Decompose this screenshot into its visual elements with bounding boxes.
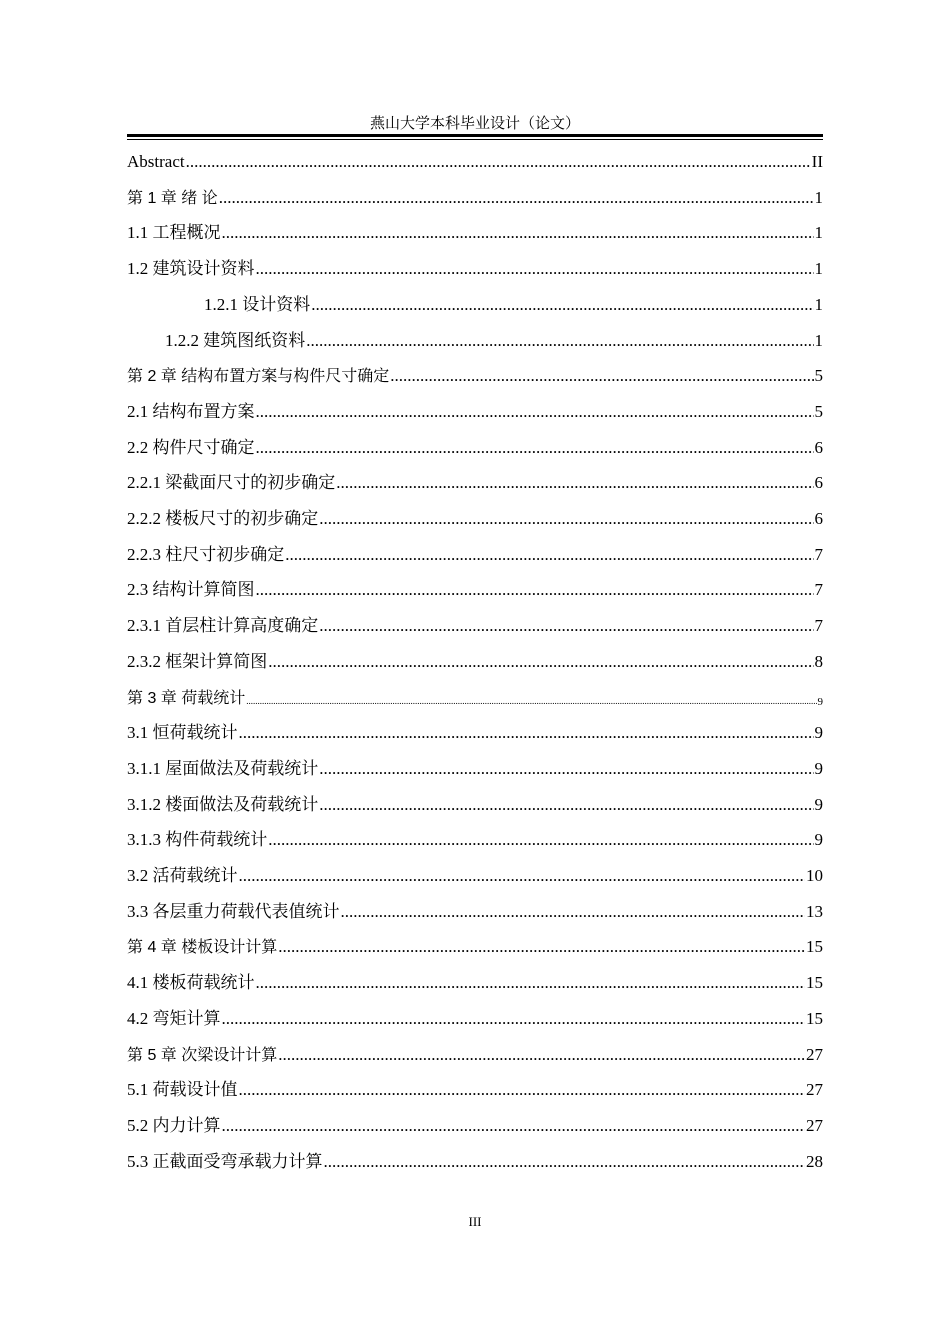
toc-entry-page: 1 xyxy=(814,187,823,207)
header-rule-thin xyxy=(127,139,823,140)
toc-entry-page: 9 xyxy=(814,723,823,743)
toc-entry-title: 4.1 楼板荷载统计 xyxy=(127,973,255,993)
toc-dot-leader xyxy=(268,830,813,850)
toc-dot-leader xyxy=(319,759,813,779)
toc-entry-title: 2.2.2 楼板尺寸的初步确定 xyxy=(127,509,319,528)
toc-entry-title: 第 1 章 绪 论 xyxy=(127,189,218,207)
toc-entry[interactable] xyxy=(127,606,823,636)
toc-entry-page: 1 xyxy=(814,259,823,279)
page-number: III xyxy=(468,1214,482,1229)
toc-entry-title: 3.1.2 楼面做法及荷载统计 xyxy=(127,794,319,814)
toc-entry-title: 1.1 工程概况 xyxy=(127,223,221,243)
toc-dot-leader xyxy=(186,152,811,172)
toc-entry-page: 27 xyxy=(806,1115,823,1135)
toc-entry[interactable] xyxy=(127,1070,823,1100)
toc-dot-leader xyxy=(306,331,813,351)
toc-entry-title: 5.2 内力计算 xyxy=(127,1115,221,1135)
toc-dot-leader xyxy=(256,402,814,422)
toc-dot-leader xyxy=(278,937,805,957)
toc-entry[interactable] xyxy=(127,499,823,529)
toc-dot-leader xyxy=(222,223,814,243)
toc-entry-page: 15 xyxy=(806,1008,823,1028)
page-header: 燕山大学本科毕业设计（论文） xyxy=(369,116,580,132)
toc-dot-leader xyxy=(311,295,813,315)
toc-entry-page: 5 xyxy=(814,401,823,421)
toc-entry[interactable] xyxy=(127,428,823,458)
toc-entry-page: 15 xyxy=(806,937,823,957)
toc-entry-page: 7 xyxy=(814,616,823,636)
toc-dot-leader xyxy=(239,723,814,743)
toc-entry-page: 9 xyxy=(814,758,823,778)
toc-entry-title: 5.3 正截面受弯承载力计算 xyxy=(127,1151,323,1171)
toc-entry-page: 7 xyxy=(814,544,823,564)
toc-chapter-entry[interactable] xyxy=(127,1035,823,1065)
toc-entry-title: 第 2 章 结构布置方案与构件尺寸确定 xyxy=(127,368,390,386)
toc-dot-leader xyxy=(256,438,814,458)
toc-entry-title: 3.1.1 屋面做法及荷载统计 xyxy=(127,758,319,778)
toc-entry[interactable] xyxy=(127,642,823,672)
toc-entry[interactable] xyxy=(127,820,823,850)
toc-dot-leader xyxy=(219,188,814,208)
toc-entry-title: Abstract xyxy=(127,152,185,171)
toc-entry[interactable] xyxy=(127,142,823,172)
toc-entry-title: 3.3 各层重力荷载代表值统计 xyxy=(127,901,340,921)
toc-entry[interactable] xyxy=(127,963,823,993)
toc-entry-page: 27 xyxy=(806,1080,823,1100)
toc-chapter-entry[interactable] xyxy=(127,678,823,708)
toc-entry-title: 3.2 活荷载统计 xyxy=(127,866,238,885)
toc-entry-page: 28 xyxy=(806,1151,823,1171)
toc-entry-title: 4.2 弯矩计算 xyxy=(127,1008,221,1028)
toc-chapter-entry[interactable] xyxy=(127,178,823,208)
toc-entry-title: 2.2.3 柱尺寸初步确定 xyxy=(127,544,285,564)
toc-entry-page: II xyxy=(811,152,823,171)
toc-entry[interactable] xyxy=(127,749,823,779)
toc-entry-title: 第 3 章 荷载统计 xyxy=(127,689,246,707)
toc-entry[interactable] xyxy=(127,570,823,600)
toc-dot-leader xyxy=(319,795,813,815)
toc-entry[interactable] xyxy=(127,785,823,815)
toc-entry[interactable] xyxy=(165,321,823,351)
toc-entry[interactable] xyxy=(127,856,823,886)
toc-entry-title: 1.2 建筑设计资料 xyxy=(127,259,255,279)
toc-entry[interactable] xyxy=(127,1106,823,1136)
toc-entry-page: 7 xyxy=(814,580,823,600)
toc-entry-title: 第 4 章 楼板设计计算 xyxy=(127,939,278,957)
toc-entry-title: 3.1 恒荷载统计 xyxy=(127,723,238,743)
toc-entry-title: 第 5 章 次梁设计计算 xyxy=(127,1046,278,1064)
toc-entry-page: 15 xyxy=(806,973,823,993)
toc-entry-page: 9 xyxy=(814,794,823,814)
toc-entry[interactable] xyxy=(127,1142,823,1172)
toc-dot-leader xyxy=(256,973,806,993)
toc-dot-leader xyxy=(341,902,806,922)
toc-entry-title: 3.1.3 构件荷载统计 xyxy=(127,830,268,850)
toc-entry[interactable] xyxy=(127,213,823,243)
toc-entry-page: 9 xyxy=(817,695,823,708)
toc-entry-page: 6 xyxy=(814,509,823,528)
toc-dot-leader xyxy=(256,580,814,600)
toc-dot-leader xyxy=(278,1045,805,1065)
toc-entry[interactable] xyxy=(127,999,823,1029)
toc-entry[interactable] xyxy=(127,249,823,279)
toc-dot-leader xyxy=(268,652,813,672)
header-rule-thick xyxy=(127,134,823,137)
toc-dot-leader xyxy=(390,366,813,386)
toc-entry-title: 2.2 构件尺寸确定 xyxy=(127,437,255,457)
toc-entry-page: 6 xyxy=(814,437,823,457)
toc-entry-title: 2.3 结构计算简图 xyxy=(127,580,255,600)
toc-entry[interactable] xyxy=(127,463,823,493)
toc-dot-leader xyxy=(239,866,806,886)
toc-entry-page: 5 xyxy=(814,366,823,386)
toc-entry[interactable] xyxy=(127,535,823,565)
toc-entry[interactable] xyxy=(127,392,823,422)
toc-dot-leader xyxy=(319,616,813,636)
toc-entry-page: 10 xyxy=(806,866,823,885)
toc-dot-leader xyxy=(324,1152,806,1172)
toc-entry[interactable] xyxy=(127,713,823,743)
toc-entry-title: 1.2.1 设计资料 xyxy=(204,294,311,314)
toc-dot-leader xyxy=(336,473,813,493)
toc-entry-page: 1 xyxy=(814,330,823,350)
toc-dot-leader xyxy=(319,509,813,529)
toc-dot-leader xyxy=(246,694,816,708)
toc-entry[interactable] xyxy=(127,892,823,922)
toc-chapter-entry[interactable] xyxy=(127,927,823,957)
toc-entry-page: 9 xyxy=(814,830,823,850)
toc-dot-leader xyxy=(222,1009,806,1029)
toc-entry-title: 5.1 荷载设计值 xyxy=(127,1080,238,1100)
toc-dot-leader xyxy=(256,259,814,279)
toc-entry-page: 13 xyxy=(806,901,823,921)
toc-dot-leader xyxy=(222,1116,806,1136)
toc-entry-page: 6 xyxy=(814,473,823,493)
toc-chapter-entry[interactable] xyxy=(127,356,823,386)
toc-entry-title: 2.1 结构布置方案 xyxy=(127,401,255,421)
toc-dot-leader xyxy=(239,1080,806,1100)
toc-entry-page: 1 xyxy=(814,294,823,314)
toc-entry-page: 1 xyxy=(814,223,823,243)
toc-entry-title: 2.2.1 梁截面尺寸的初步确定 xyxy=(127,473,336,493)
toc-entry-title: 1.2.2 建筑图纸资料 xyxy=(165,330,306,350)
toc-entry-page: 27 xyxy=(806,1044,823,1064)
toc-dot-leader xyxy=(285,545,813,565)
toc-entry-page: 8 xyxy=(814,651,823,671)
toc-entry[interactable] xyxy=(204,285,823,315)
toc-entry-title: 2.3.2 框架计算简图 xyxy=(127,651,268,671)
toc-entry-title: 2.3.1 首层柱计算高度确定 xyxy=(127,616,319,636)
